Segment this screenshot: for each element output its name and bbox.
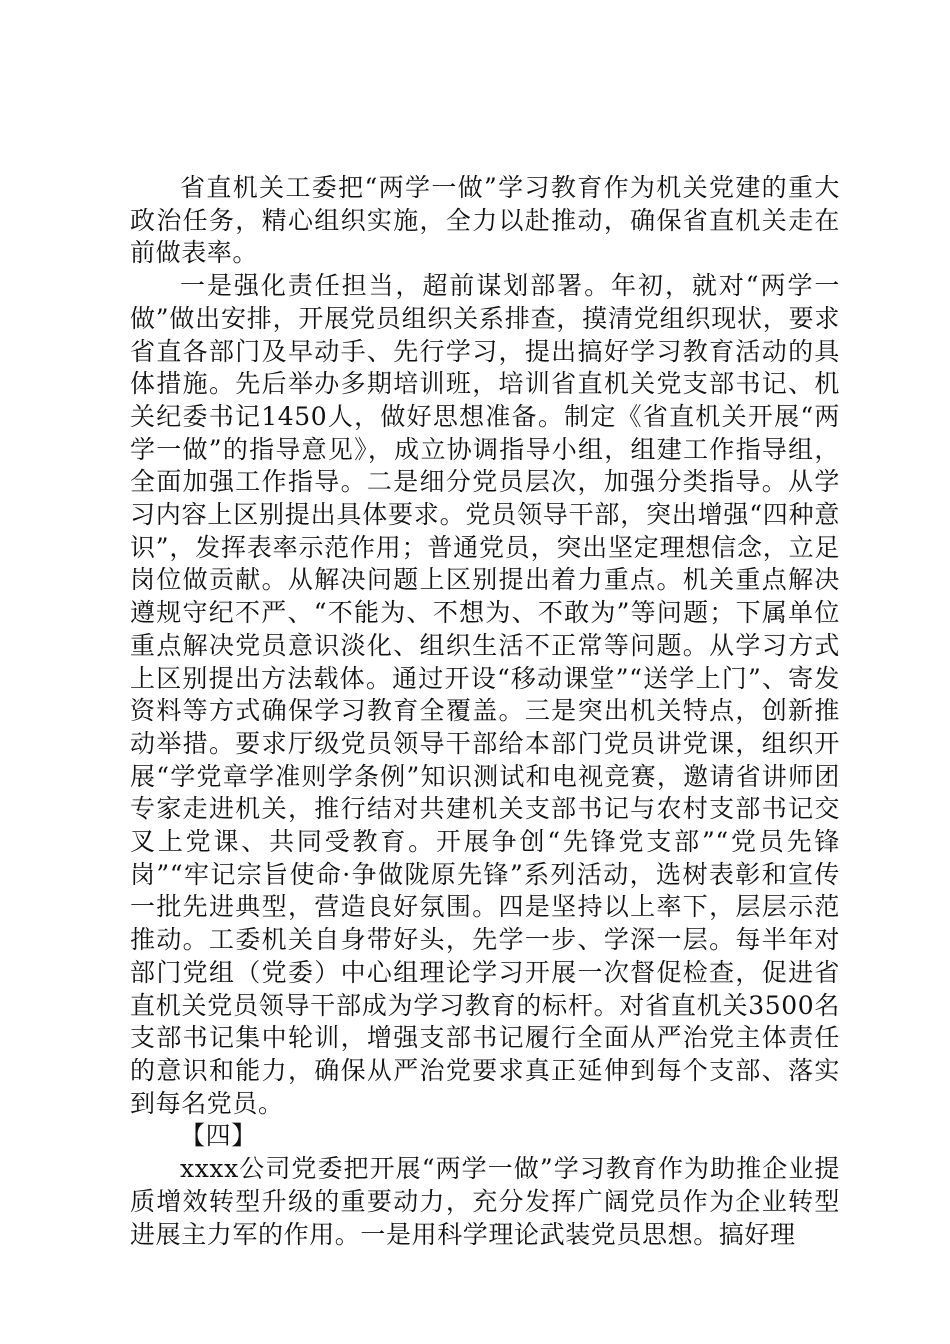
- section-heading: 【四】: [180, 1121, 257, 1151]
- paragraph-main: 一是强化责任担当，超前谋划部署。年初，就对“两学一做”做出安排，开展党员组织关系排查，摸清党组织现状，要求省直各部门及早动手、先行学习，提出搞好学习教育活动的具体措施。先后举办多期培训班，培训省直机关党支部书记、机关纪委书记1450人，做好思想准备。制定《省直机关开展“两学一做”的指导意见》，成立协调指导小组，组建工作指导组，全面加强工作指导。二是细分党员层次，加强分类指导。从学习内容上区别提出具体要求。党员领导干部，突出增强“四种意识”，发挥表率示范作用；普通党员，突出坚定理想信念，立足岗位做贡献。从解决问题上区别提出着力重点。机关重点解决遵规守纪不严、“不能为、不想为、不敢为”等问题；下属单位重点解决党员意识淡化、组织生活不正常等问题。从学习方式上区别提出方法载体。通过开设“移动课堂”“送学上门”、寄发资料等方式确保学习教育全覆盖。三是突出机关特点，创新推动举措。要求厅级党员领导干部给本部门党员讲党课，组织开展“学党章学准则学条例”知识测试和电视竞赛，邀请省讲师团专家走进机关，推行结对共建机关支部书记与农村支部书记交叉上党课、共同受教育。开展争创“先锋党支部”“党员先锋岗”“牢记宗旨使命·争做陇原先锋”系列活动，选树表彰和宣传一批先进典型，营造良好氛围。四是坚持以上率下，层层示范推动。工委机关自身带好头，先学一步、学深一层。每半年对部门党组（党委）中心组理论学习开展一次督促检查，促进省直机关党员领导干部成为学习教育的标杆。对省直机关3500名支部书记集中轮训，增强支部书记履行全面从严治党主体责任的意识和能力，确保从严治党要求真正延伸到每个支部、落实到每名党员。: [130, 271, 840, 1118]
- paragraph-intro: 省直机关工委把“两学一做”学习教育作为机关党建的重大政治任务，精心组织实施，全力以赴推动，确保省直机关走在前做表率。: [130, 173, 840, 268]
- paragraph-section-four: xxxx公司党委把开展“两学一做”学习教育作为助推企业提质增效转型升级的重要动力，充分发挥广阔党员作为企业转型进展主力军的作用。一是用科学理论武装党员思想。搞好理: [130, 1154, 840, 1249]
- document-body: [130, 172, 840, 1251]
